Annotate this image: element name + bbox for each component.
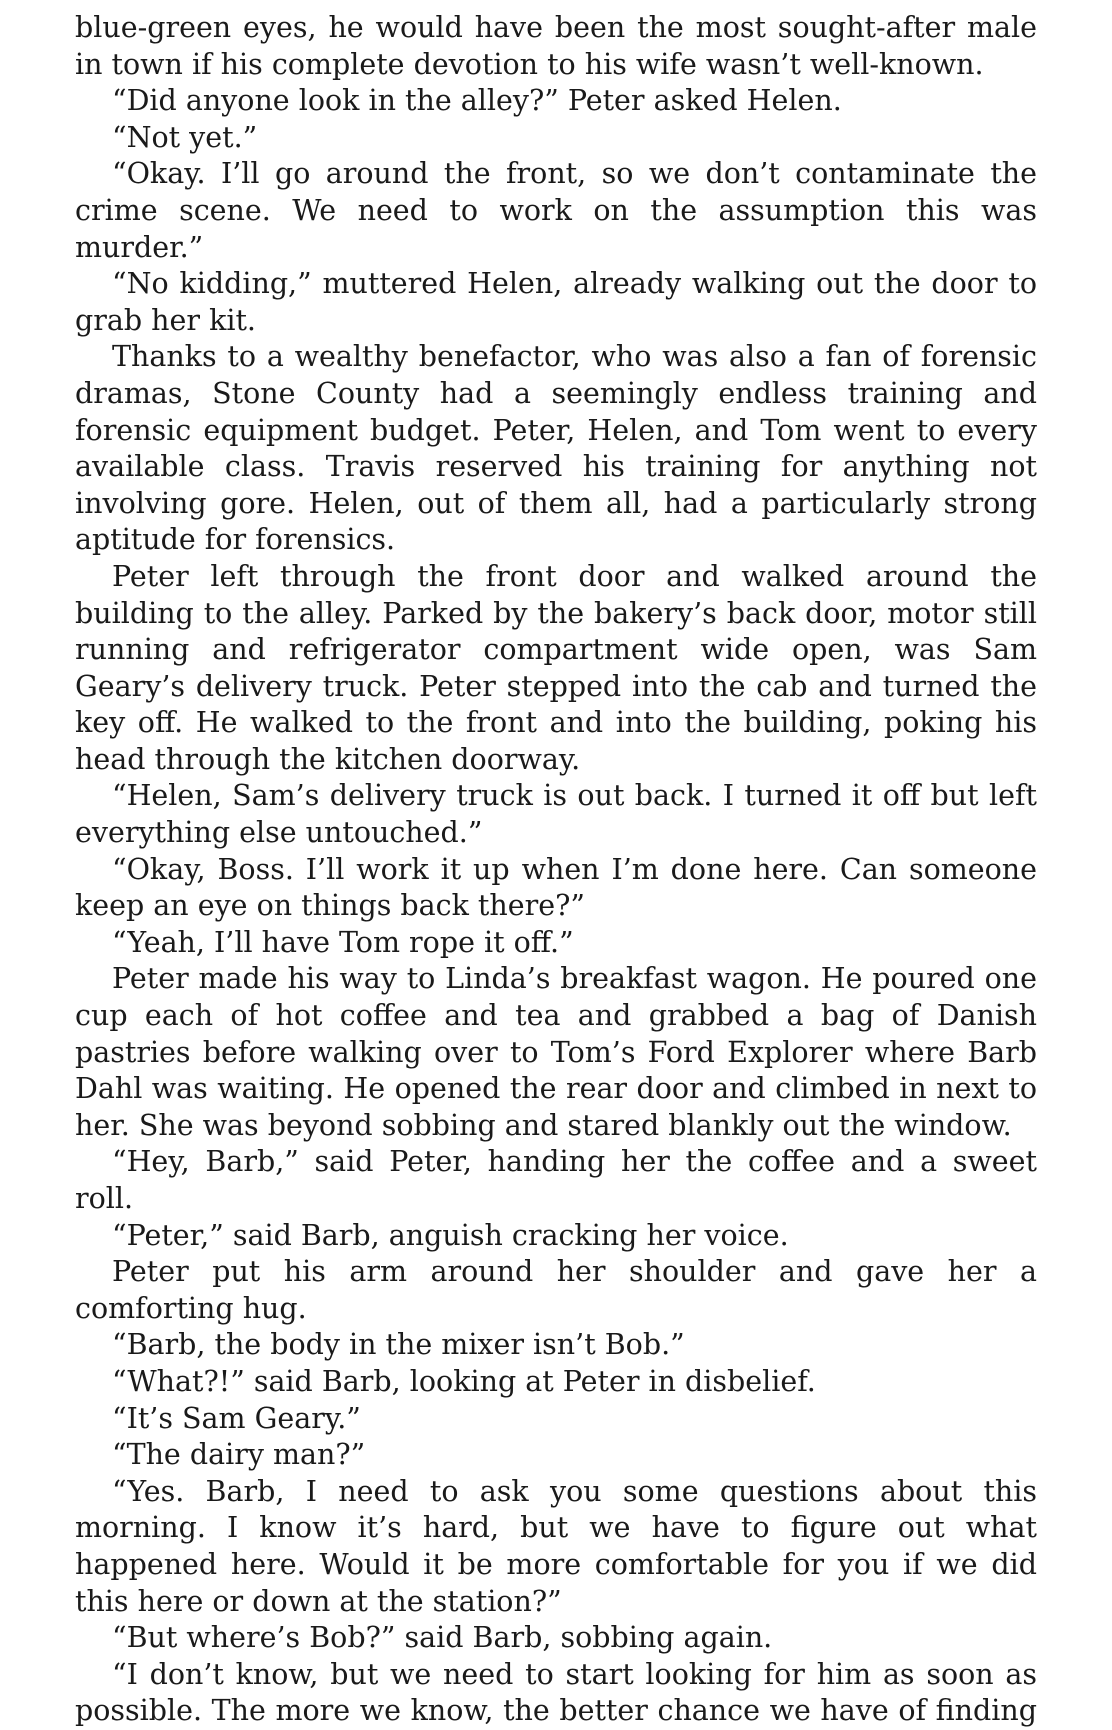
paragraph: Peter put his arm around her shoulder and gave her a comforting hug. <box>75 1255 1037 1325</box>
paragraph: Peter made his way to Linda’s breakfast wagon. He poured one cup each of hot coffee and tea and grabbed a bag of Danish pastries before walking over to Tom’s Ford Explorer where Barb Dahl was waiting. He opened the rear door and climbed in next to her. She was beyond sobbing and stared blankly out the window. <box>75 962 1037 1142</box>
paragraph: “Hey, Barb,” said Peter, handing her the coffee and a sweet roll. <box>75 1145 1037 1215</box>
paragraph: “Helen, Sam’s delivery truck is out back. I turned it off but left everything else untouched.” <box>75 779 1037 850</box>
paragraph: “No kidding,” muttered Helen, already walking out the door to grab her kit. <box>75 267 1037 337</box>
paragraph: “Yeah, I’ll have Tom rope it off.” <box>112 925 574 959</box>
paragraph: “Yes. Barb, I need to ask you some questions about this morning. I know it’s hard, but we have to figure out what happened here. Would it be more comfortable for you if we did this here or down at the station?” <box>75 1474 1037 1618</box>
paragraph: “But where’s Bob?” said Barb, sobbing again. <box>112 1621 773 1655</box>
paragraph: “Barb, the body in the mixer isn’t Bob.” <box>112 1328 685 1362</box>
paragraph: “Not yet.” <box>112 120 258 154</box>
paragraph: blue-green eyes, he would have been the most sought-after male in town if his complete devotion to his wife wasn’t well-known. <box>75 11 1037 81</box>
paragraph: “Peter,” said Barb, anguish cracking her voice. <box>112 1218 789 1252</box>
paragraph: “It’s Sam Geary.” <box>112 1401 361 1435</box>
paragraph: “The dairy man?” <box>112 1438 366 1472</box>
paragraph: Peter left through the front door and walked around the building to the alley. Parked by the bakery’s back door, motor still running and refrigerator compartment wide open, was Sam Geary’s delivery truck. Peter stepped into the cab and turned the key off. He walked to the front and into the building, poking his head through the kitchen doorway. <box>75 559 1037 776</box>
paragraph: “What?!” said Barb, looking at Peter in disbelief. <box>112 1364 816 1398</box>
paragraph: “Okay. I’ll go around the front, so we don’t contaminate the crime scene. We need to work on the assumption this was murder.” <box>75 157 1037 264</box>
paragraph: Thanks to a wealthy benefactor, who was also a fan of forensic dramas, Stone County had a seemingly endless training and forensic equipment budget. Peter, Helen, and Tom went to every available class. Travis reserved his training for anything not involving gore. Helen, out of them all, had a particularly strong aptitude for forensics. <box>75 340 1037 557</box>
paragraph: “I don’t know, but we need to start looking for him as soon as possible. The more we know, the better chance we have of finding <box>75 1657 1037 1728</box>
paragraph: “Did anyone look in the alley?” Peter asked Helen. <box>112 84 842 118</box>
paragraph: “Okay, Boss. I’ll work it up when I’m done here. Can someone keep an eye on things back there?” <box>75 852 1037 923</box>
book-page <box>75 10 1037 1730</box>
